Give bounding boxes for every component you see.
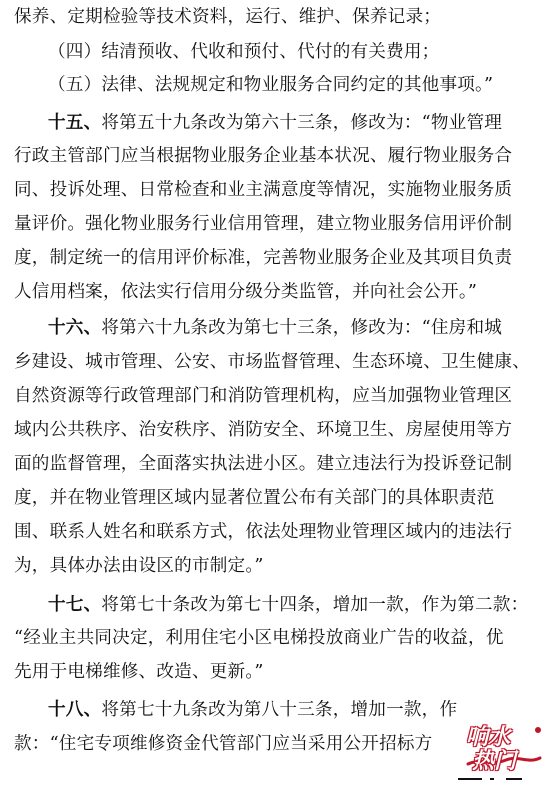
text-line: （四）结清预收、代收和预付、代付的有关费用； — [48, 42, 440, 62]
watermark-text-top: 响水 — [466, 725, 511, 750]
text-line: 将第七十九条改为第八十三条，增加一款，作 — [101, 700, 458, 720]
text-line: 同、投诉处理、日常检查和业主满意度等情况，实施物业服务质 — [14, 180, 513, 200]
text-line: 款：“住宅专项维修资金代管部门应当采用公开招标方 — [14, 734, 433, 754]
text-line: 保养、定期检验等技术资料，运行、维护、保养记录； — [14, 7, 442, 27]
section-number: 十六、 — [48, 317, 102, 338]
section-number: 十五、 — [48, 112, 102, 133]
text-line: 先用于电梯维修、改造、更新。” — [14, 662, 264, 682]
paragraph-sixteen — [48, 318, 544, 338]
paragraph-fifteen — [48, 113, 544, 133]
text-line: （五）法律、法规规定和物业服务合同约定的其他事项。” — [48, 75, 494, 95]
page-number-mark — [456, 776, 526, 782]
section-number: 十七、 — [48, 594, 102, 615]
text-line: 将第七十条改为第七十四条，增加一款，作为第二款： — [101, 595, 529, 615]
text-line: 度，并在物业管理区域内显著位置公布有关部门的具体职责范 — [14, 488, 495, 508]
watermark-logo — [462, 720, 544, 774]
section-number: 十八、 — [48, 699, 102, 720]
text-line: 乡建设、城市管理、公安、市场监督管理、生态环境、卫生健康、 — [14, 352, 531, 372]
text-line: “经业主共同决定，利用住宅小区电梯投放商业广告的收益，优 — [14, 628, 504, 648]
paragraph-eighteen — [48, 700, 544, 720]
text-line: 域内公共秩序、治安秩序、消防安全、环境卫生、房屋使用等方 — [14, 420, 513, 440]
text-line: 将第六十九条改为第七十三条，修改为：“住房和城 — [101, 318, 503, 338]
text-line: 将第五十九条改为第六十三条，修改为：“物业管理 — [101, 113, 503, 133]
text-line: 量评价。强化物业服务行业信用管理，建立物业服务信用评价制 — [14, 214, 513, 234]
text-line: 为，具体办法由设区的市制定。” — [14, 556, 264, 576]
text-line: 自然资源等行政管理部门和消防管理机构，应当加强物业管理区 — [14, 386, 513, 406]
text-line: 面的监督管理，全面落实执法进小区。建立违法行为投诉登记制 — [14, 454, 513, 474]
watermark-text-bottom: 热门 — [472, 749, 517, 774]
text-line: 人信用档案，依法实行信用分级分类监管，并向社会公开。” — [14, 282, 478, 302]
text-line: 围、联系人姓名和联系方式，依法处理物业管理区域内的违法行 — [14, 522, 513, 542]
text-line: 行政主管部门应当根据物业服务企业基本状况、履行物业服务合 — [14, 146, 513, 166]
paragraph-seventeen — [48, 595, 544, 615]
text-line: 度，制定统一的信用评价标准，完善物业服务企业及其项目负责 — [14, 248, 513, 268]
